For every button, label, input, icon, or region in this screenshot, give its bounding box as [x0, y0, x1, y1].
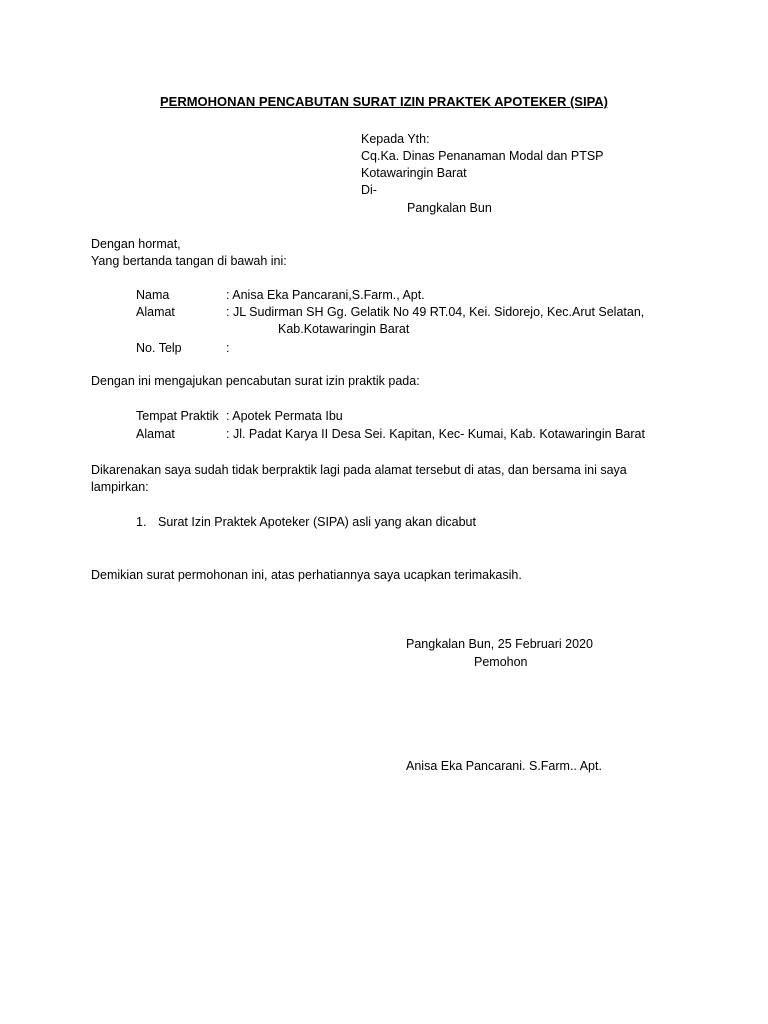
- document-title: PERMOHONAN PENCABUTAN SURAT IZIN PRAKTEK APOTEKER (SIPA): [159, 94, 609, 109]
- practice-address-label: Alamat: [136, 427, 175, 441]
- recipient-line-3: Kotawaringin Barat: [361, 166, 467, 180]
- applicant-phone-value: :: [226, 341, 230, 355]
- reason-line-2: lampirkan:: [91, 480, 149, 494]
- reason-line-1: Dikarenakan saya sudah tidak berpraktik lagi pada alamat tersebut di atas, dan bersama ini saya: [91, 463, 627, 477]
- signature-name: Anisa Eka Pancarani. S.Farm.. Apt.: [406, 759, 602, 773]
- applicant-address-value: : JL Sudirman SH Gg. Gelatik No 49 RT.04, Kei. Sidorejo, Kec.Arut Selatan,: [226, 305, 645, 319]
- recipient-line-1: Kepada Yth:: [361, 132, 430, 146]
- recipient-line-2: Cq.Ka. Dinas Penanaman Modal dan PTSP: [361, 149, 604, 163]
- signature-place-date: Pangkalan Bun, 25 Februari 2020: [406, 637, 593, 651]
- recipient-line-4: Di-: [361, 183, 377, 197]
- practice-address-value: : Jl. Padat Karya II Desa Sei. Kapitan, Kec- Kumai, Kab. Kotawaringin Barat: [226, 427, 645, 441]
- attachment-number: 1.: [136, 515, 147, 529]
- recipient-line-5: Pangkalan Bun: [407, 201, 492, 215]
- attachment-text: Surat Izin Praktek Apoteker (SIPA) asli yang akan dicabut: [158, 515, 476, 529]
- applicant-phone-label: No. Telp: [136, 341, 182, 355]
- practice-place-label: Tempat Praktik: [136, 409, 219, 423]
- applicant-name-label: Nama: [136, 288, 170, 302]
- applicant-name-value: : Anisa Eka Pancarani,S.Farm., Apt.: [226, 288, 425, 302]
- request-intro: Dengan ini mengajukan pencabutan surat izin praktik pada:: [91, 374, 420, 388]
- greeting-line-1: Dengan hormat,: [91, 237, 181, 251]
- greeting-line-2: Yang bertanda tangan di bawah ini:: [91, 254, 287, 268]
- applicant-address-value-cont: Kab.Kotawaringin Barat: [278, 322, 410, 336]
- signature-role: Pemohon: [474, 655, 528, 669]
- closing-sentence: Demikian surat permohonan ini, atas perhatiannya saya ucapkan terimakasih.: [91, 568, 522, 582]
- practice-place-value: : Apotek Permata Ibu: [226, 409, 343, 423]
- applicant-address-label: Alamat: [136, 305, 175, 319]
